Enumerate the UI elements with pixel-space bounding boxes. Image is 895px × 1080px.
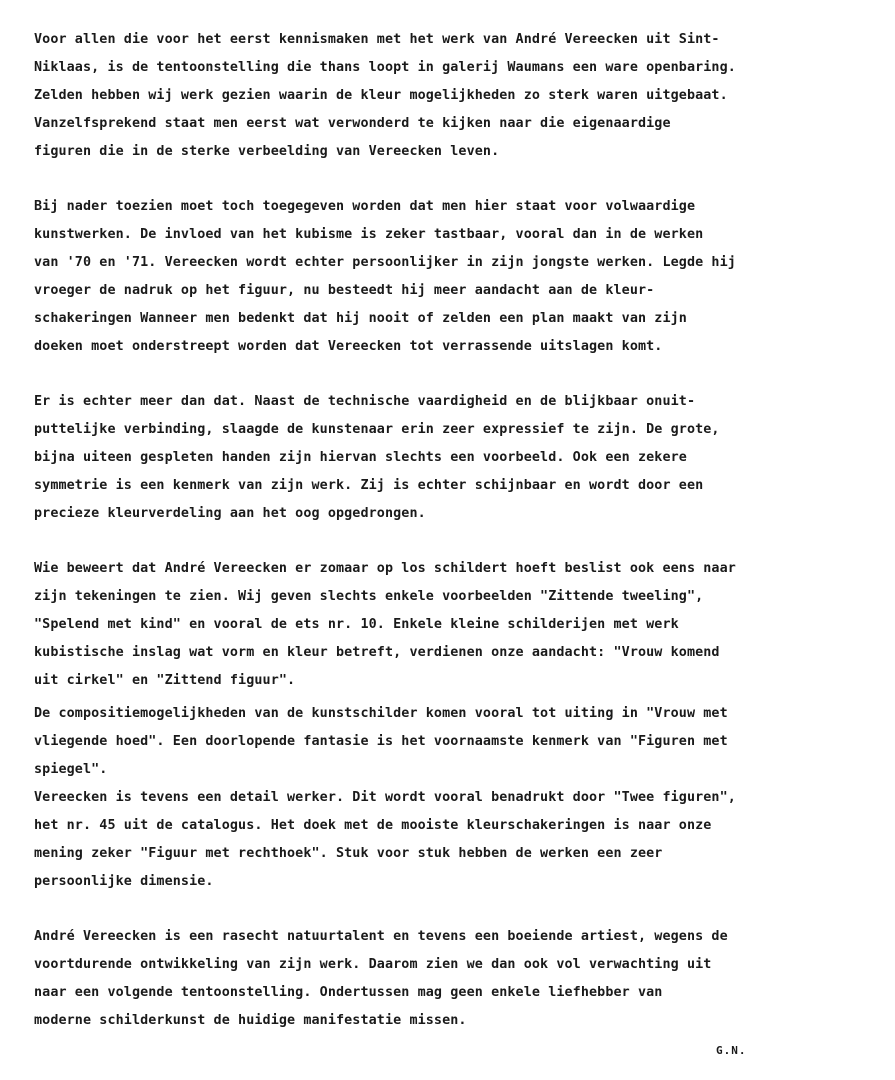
text-line: Er is echter meer dan dat. Naast de technische vaardigheid en de blijkbaar onuit- [34, 394, 696, 409]
paragraph-2 [34, 193, 874, 361]
text-line: De compositiemogelijkheden van de kunstschilder komen vooral tot uiting in "Vrouw met [34, 706, 728, 721]
text-line: André Vereecken is een rasecht natuurtalent en tevens een boeiende artiest, wegens de [34, 929, 728, 944]
text-line: symmetrie is een kenmerk van zijn werk. Zij is echter schijnbaar en wordt door een [34, 478, 704, 493]
text-line: Niklaas, is de tentoonstelling die thans loopt in galerij Waumans een ware openbaring. [34, 60, 736, 75]
paragraph-3 [34, 388, 874, 528]
text-line: moderne schilderkunst de huidige manifestatie missen. [34, 1013, 467, 1028]
text-line: figuren die in de sterke verbeelding van Vereecken leven. [34, 144, 500, 159]
text-line: mening zeker "Figuur met rechthoek". Stuk voor stuk hebben de werken een zeer [34, 846, 663, 861]
text-line: vroeger de nadruk op het figuur, nu besteedt hij meer aandacht aan de kleur- [34, 283, 655, 298]
text-line: Voor allen die voor het eerst kennismaken met het werk van André Vereecken uit Sint- [34, 32, 720, 47]
text-line: het nr. 45 uit de catalogus. Het doek met de mooiste kleurschakeringen is naar onze [34, 818, 712, 833]
paragraph-gap [34, 166, 874, 193]
text-line: zijn tekeningen te zien. Wij geven slechts enkele voorbeelden "Zittende tweeling", [34, 589, 704, 604]
text-line: Zelden hebben wij werk gezien waarin de kleur mogelijkheden zo sterk waren uitgebaat. [34, 88, 728, 103]
text-line: precieze kleurverdeling aan het oog opgedrongen. [34, 506, 426, 521]
paragraph-gap [34, 896, 874, 923]
text-line: puttelijke verbinding, slaagde de kunstenaar erin zeer expressief te zijn. De grote, [34, 422, 720, 437]
paragraph-5 [34, 700, 874, 896]
paragraph-6 [34, 923, 874, 1035]
text-line: vliegende hoed". Een doorlopende fantasie is het voornaamste kenmerk van "Figuren met [34, 734, 728, 749]
text-line: schakeringen Wanneer men bedenkt dat hij nooit of zelden een plan maakt van zijn [34, 311, 687, 326]
text-line: Wie beweert dat André Vereecken er zomaar op los schildert hoeft beslist ook eens naar [34, 561, 736, 576]
text-line: van '70 en '71. Vereecken wordt echter persoonlijker in zijn jongste werken. Legde hij [34, 255, 736, 270]
text-line: kubistische inslag wat vorm en kleur betreft, verdienen onze aandacht: "Vrouw komend [34, 645, 720, 660]
text-line: bijna uiteen gespleten handen zijn hiervan slechts een voorbeeld. Ook een zekere [34, 450, 687, 465]
text-line: naar een volgende tentoonstelling. Ondertussen mag geen enkele liefhebber van [34, 985, 663, 1000]
text-line: persoonlijke dimensie. [34, 874, 214, 889]
text-line: Bij nader toezien moet toch toegegeven worden dat men hier staat voor volwaardige [34, 199, 696, 214]
paragraph-4 [34, 555, 874, 695]
text-line: Vereecken is tevens een detail werker. Dit wordt vooral benadrukt door "Twee figuren", [34, 790, 736, 805]
text-line: voortdurende ontwikkeling van zijn werk. Daarom zien we dan ook vol verwachting uit [34, 957, 712, 972]
text-line: "Spelend met kind" en vooral de ets nr. 10. Enkele kleine schilderijen met werk [34, 617, 679, 632]
paragraph-1 [34, 26, 874, 166]
text-line: Vanzelfsprekend staat men eerst wat verwonderd te kijken naar die eigenaardige [34, 116, 671, 131]
paragraph-gap [34, 528, 874, 555]
author-signature: G.N. [716, 1044, 747, 1057]
text-line: doeken moet onderstreept worden dat Vereecken tot verrassende uitslagen komt. [34, 339, 663, 354]
text-line: spiegel". [34, 762, 108, 777]
text-line: uit cirkel" en "Zittend figuur". [34, 673, 296, 688]
article-body [34, 26, 874, 1035]
text-line: kunstwerken. De invloed van het kubisme is zeker tastbaar, vooral dan in de werken [34, 227, 704, 242]
paragraph-gap [34, 361, 874, 388]
